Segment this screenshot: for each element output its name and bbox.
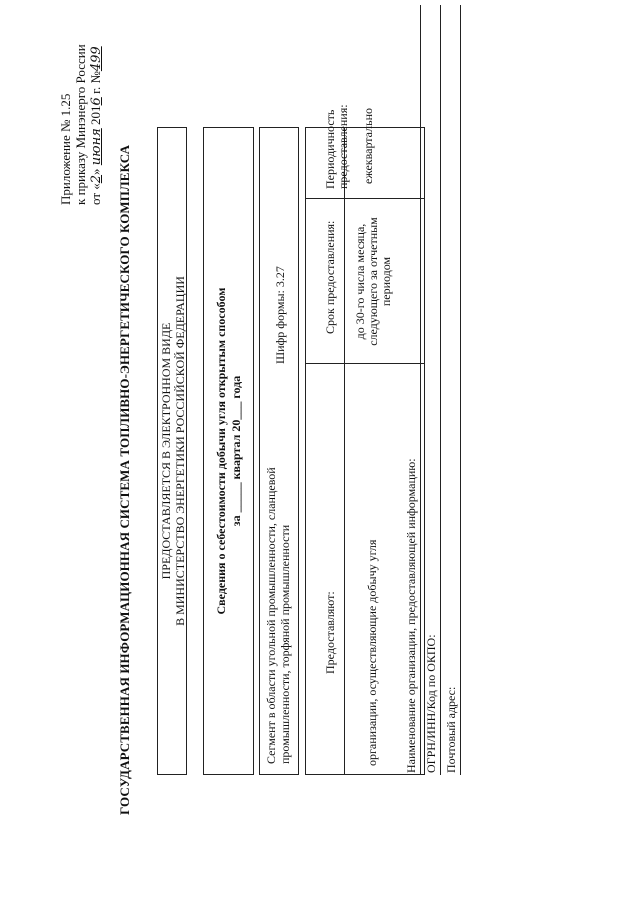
field-org-name bbox=[400, 5, 421, 775]
appendix-year-digit: 6 bbox=[89, 97, 104, 106]
header-period: Периодичность предоставления: bbox=[323, 104, 350, 189]
value-deadline: до 30-го числа месяца, следующего за отчетным периодом bbox=[353, 217, 393, 346]
field-address-label: Почтовый адрес: bbox=[444, 686, 458, 773]
field-address bbox=[440, 5, 461, 775]
report-title: Сведения о себестоимости добычи угля открытым способом bbox=[214, 287, 228, 615]
report-period: за _____ квартал 20___ года bbox=[229, 375, 243, 527]
appendix-line-3 bbox=[88, 5, 104, 205]
appendix-line-2: к приказу Минэнерго России bbox=[73, 44, 88, 205]
page-title: ГОСУДАРСТВЕННАЯ ИНФОРМАЦИОННАЯ СИСТЕМА ТОПЛИВНО-ЭНЕРГЕТИЧЕСКОГО КОМПЛЕКСА bbox=[117, 144, 132, 815]
electronic-line-2: В МИНИСТЕРСТВО ЭНЕРГЕТИКИ РОССИЙСКОЙ ФЕДЕРАЦИИ bbox=[173, 276, 187, 626]
segment-box bbox=[259, 127, 299, 775]
appendix-number: 499 bbox=[89, 46, 104, 72]
appendix-note bbox=[58, 5, 104, 205]
electronic-line-1: ПРЕДОСТАВЛЯЕТСЯ В ЭЛЕКТРОННОМ ВИДЕ bbox=[159, 322, 173, 580]
table-header-divider bbox=[344, 128, 345, 774]
header-provide: Предоставляют: bbox=[323, 591, 337, 674]
field-org-name-label: Наименование организации, предоставляющей информацию: bbox=[404, 458, 418, 773]
report-title-box bbox=[203, 127, 254, 775]
appendix-year-prefix: 201 bbox=[88, 105, 103, 125]
electronic-submission-box bbox=[157, 127, 187, 775]
value-period: ежеквартально bbox=[361, 108, 375, 184]
header-deadline: Срок предоставления: bbox=[323, 220, 337, 334]
field-ogrn-label: ОГРН/ИНН/Код по ОКПО: bbox=[424, 634, 438, 773]
value-organizations: организации, осуществляющие добычу угля bbox=[365, 539, 379, 766]
form-code: Шифр формы: 3.27 bbox=[273, 266, 287, 364]
appendix-month: июня bbox=[89, 128, 104, 166]
appendix-day: 2 bbox=[89, 174, 104, 184]
field-ogrn bbox=[420, 5, 441, 775]
appendix-number-label: г. № bbox=[88, 71, 103, 94]
appendix-line-1: Приложение № 1.25 bbox=[58, 93, 73, 205]
appendix-date-prefix: от « bbox=[88, 183, 103, 205]
segment-text: Сегмент в области угольной промышленности, сланцевой промышленности, торфяной промышленности bbox=[264, 467, 292, 764]
appendix-date-mid: » bbox=[88, 168, 103, 175]
